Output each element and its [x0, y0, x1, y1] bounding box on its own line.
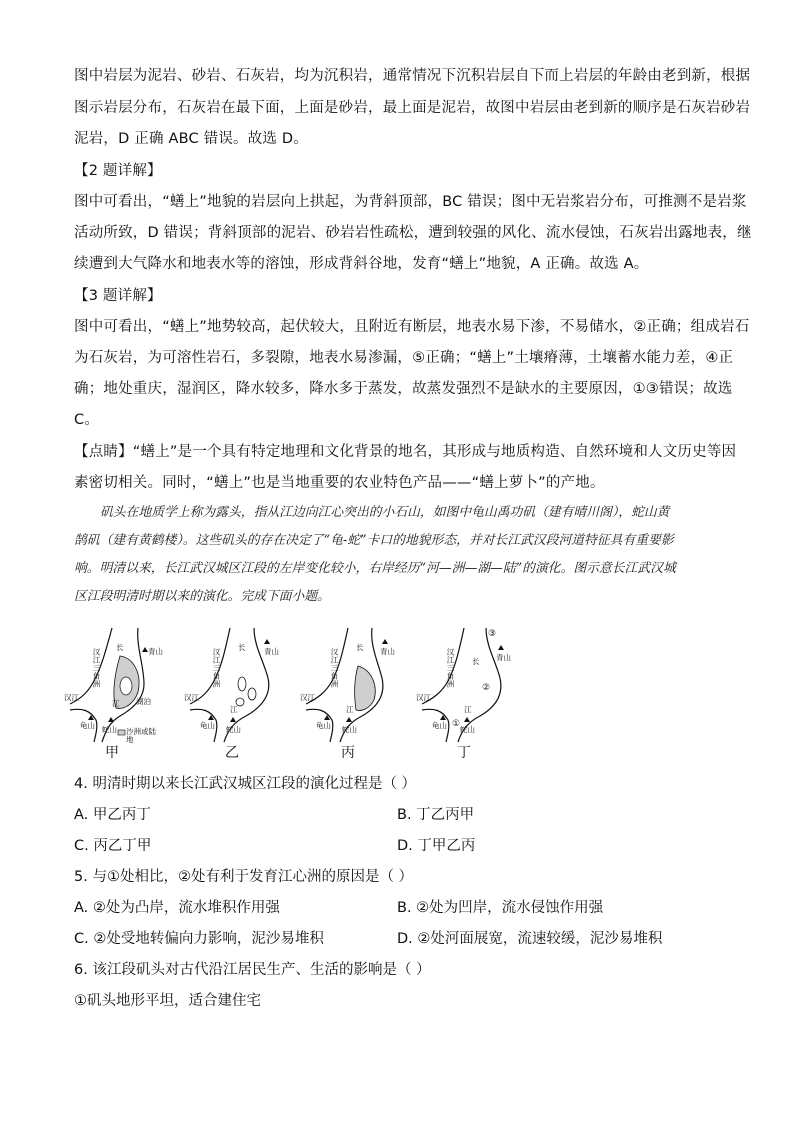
passage-line: 鹄矶（建有黄鹤楼）。这些矶头的存在决定了“龟-蛇”卡口的地貌形态，并对长江武汉段河道特征具有重要影	[74, 533, 674, 548]
lake-label: 湖泊	[136, 697, 151, 706]
river-label: 江	[230, 705, 238, 714]
solution-line: 图示岩层分布，石灰岩在最下面，上面是砂岩，最上面是泥岩，故图中岩层由老到新的顺序是石灰岩砂岩	[74, 100, 751, 116]
hanjiang-label: 汉江	[416, 693, 431, 702]
delta-label: 汉江三角洲	[330, 648, 339, 688]
hanjiang-label: 汉江	[64, 693, 79, 702]
map-caption: 丁	[457, 745, 471, 761]
question-4-stem: 4. 明清时期以来长江武汉城区江段的演化过程是（ ）	[74, 776, 417, 792]
map-jia	[62, 626, 162, 766]
solution-line: 为石灰岩，为可溶性岩石，多裂隙，地表水易渗漏，⑤正确；“蟮上”土壤瘠薄，土壤蓄水能力差，④正	[74, 350, 734, 366]
comment-line: 素密切相关。同时，“蟮上”也是当地重要的农业特色产品——“蟮上萝卜”的产地。	[74, 475, 605, 491]
option-a[interactable]: A. 甲乙丙丁	[74, 807, 151, 823]
delta-label: 汉江三角洲	[212, 648, 221, 688]
river-label: 江	[346, 705, 354, 714]
solution-line: 图中可看出，“蟮上”地貌的岩层向上拱起，为背斜顶部，BC 错误；图中无岩浆岩分布，可推测不是岩浆	[74, 194, 747, 210]
guishan-label: 龟山	[80, 721, 95, 730]
river-label: 江	[112, 699, 120, 708]
sheshan-label: 蛇山	[342, 725, 357, 734]
comment-line: 【点睛】“蟮上”是一个具有特定地理和文化背景的地名，其形成与地质构造、自然环境和人文历史等因	[74, 444, 737, 460]
qingshan-label: 青山	[148, 647, 163, 656]
sheshan-label: 蛇山	[226, 725, 241, 734]
option-c[interactable]: C. ②处受地转偏向力影响，泥沙易堆积	[74, 931, 324, 947]
marker-1: ①	[452, 719, 461, 729]
map-yi	[182, 626, 282, 766]
passage-line: 矶头在地质学上称为露头，指从江边向江心突出的小石山，如图中龟山禹功矶（建有晴川阁），蛇山黄	[100, 505, 670, 520]
passage-line: 区江段明清时期以来的演化。完成下面小题。	[74, 589, 330, 604]
q2-heading: 【2 题详解】	[74, 163, 162, 179]
guishan-label: 龟山	[316, 721, 331, 730]
sheshan-label: 蛇山	[102, 725, 117, 734]
delta-label: 汉江三角洲	[446, 648, 455, 688]
solution-line: 图中可看出，“蟮上”地势较高，起伏较大，且附近有断层，地表水易下渗，不易储水，②正确；组成岩石	[74, 319, 750, 335]
solution-line: 续遭到大气降水和地表水等的溶蚀，形成背斜谷地，发育“蟮上”地貌，A 正确。故选 A。	[74, 256, 649, 272]
legend-label: 沙洲或陆地	[126, 727, 156, 744]
hanjiang-label: 汉江	[300, 693, 315, 702]
map-caption: 丙	[341, 745, 355, 761]
q3-heading: 【3 题详解】	[74, 288, 162, 304]
qingshan-label: 青山	[496, 653, 511, 662]
map-bing	[298, 626, 398, 766]
question-6-stem: 6. 该江段矶头对古代沿江居民生产、生活的影响是（ ）	[74, 962, 431, 978]
option-b[interactable]: B. ②处为凹岸，流水侵蚀作用强	[397, 900, 604, 916]
option-b[interactable]: B. 丁乙丙甲	[397, 807, 475, 823]
option-a[interactable]: A. ②处为凸岸，流水堆积作用强	[74, 900, 280, 916]
statement-1: ①矶头地形平坦，适合建住宅	[74, 993, 261, 1009]
guishan-label: 龟山	[432, 721, 447, 730]
passage-line: 响。明清以来，长江武汉城区江段的左岸变化较小，右岸经历“河—洲—湖—陆”的演化。图示意长江武汉城	[74, 561, 676, 576]
question-5-stem: 5. 与①处相比，②处有利于发育江心洲的原因是（ ）	[74, 869, 414, 885]
option-c[interactable]: C. 丙乙丁甲	[74, 838, 152, 854]
solution-line: 泥岩，D 正确 ABC 错误。故选 D。	[74, 131, 309, 147]
qingshan-label: 青山	[264, 647, 279, 656]
map-ding	[414, 626, 514, 766]
guishan-label: 龟山	[200, 721, 215, 730]
sheshan-label: 蛇山	[460, 725, 475, 734]
river-evolution-figure	[62, 626, 532, 766]
river-label: 长	[472, 657, 480, 666]
solution-line: 图中岩层为泥岩、砂岩、石灰岩，均为沉积岩，通常情况下沉积岩层自下而上岩层的年龄由老到新，根据	[74, 68, 751, 84]
river-label: 长	[356, 643, 364, 652]
river-label: 长	[238, 643, 246, 652]
option-d[interactable]: D. 丁甲乙丙	[397, 838, 476, 854]
marker-2: ②	[482, 683, 491, 693]
qingshan-label: 青山	[380, 647, 395, 656]
river-label: 江	[464, 705, 472, 714]
delta-label: 汉江三角洲	[92, 648, 101, 688]
solution-line: 确；地处重庆，湿润区，降水较多，降水多于蒸发，故蒸发强烈不是缺水的主要原因，①③错误；故选	[74, 381, 733, 397]
solution-line: C。	[74, 412, 100, 428]
river-label: 长	[116, 643, 124, 652]
option-d[interactable]: D. ②处河面展宽，流速较缓，泥沙易堆积	[397, 931, 663, 947]
solution-line: 活动所致，D 错误；背斜顶部的泥岩、砂岩岩性疏松，遭到较强的风化、流水侵蚀，石灰岩出露地表，继	[74, 225, 752, 241]
map-caption: 甲	[105, 745, 119, 761]
hanjiang-label: 汉江	[184, 693, 199, 702]
map-caption: 乙	[225, 745, 239, 761]
marker-3: ③	[488, 629, 497, 639]
